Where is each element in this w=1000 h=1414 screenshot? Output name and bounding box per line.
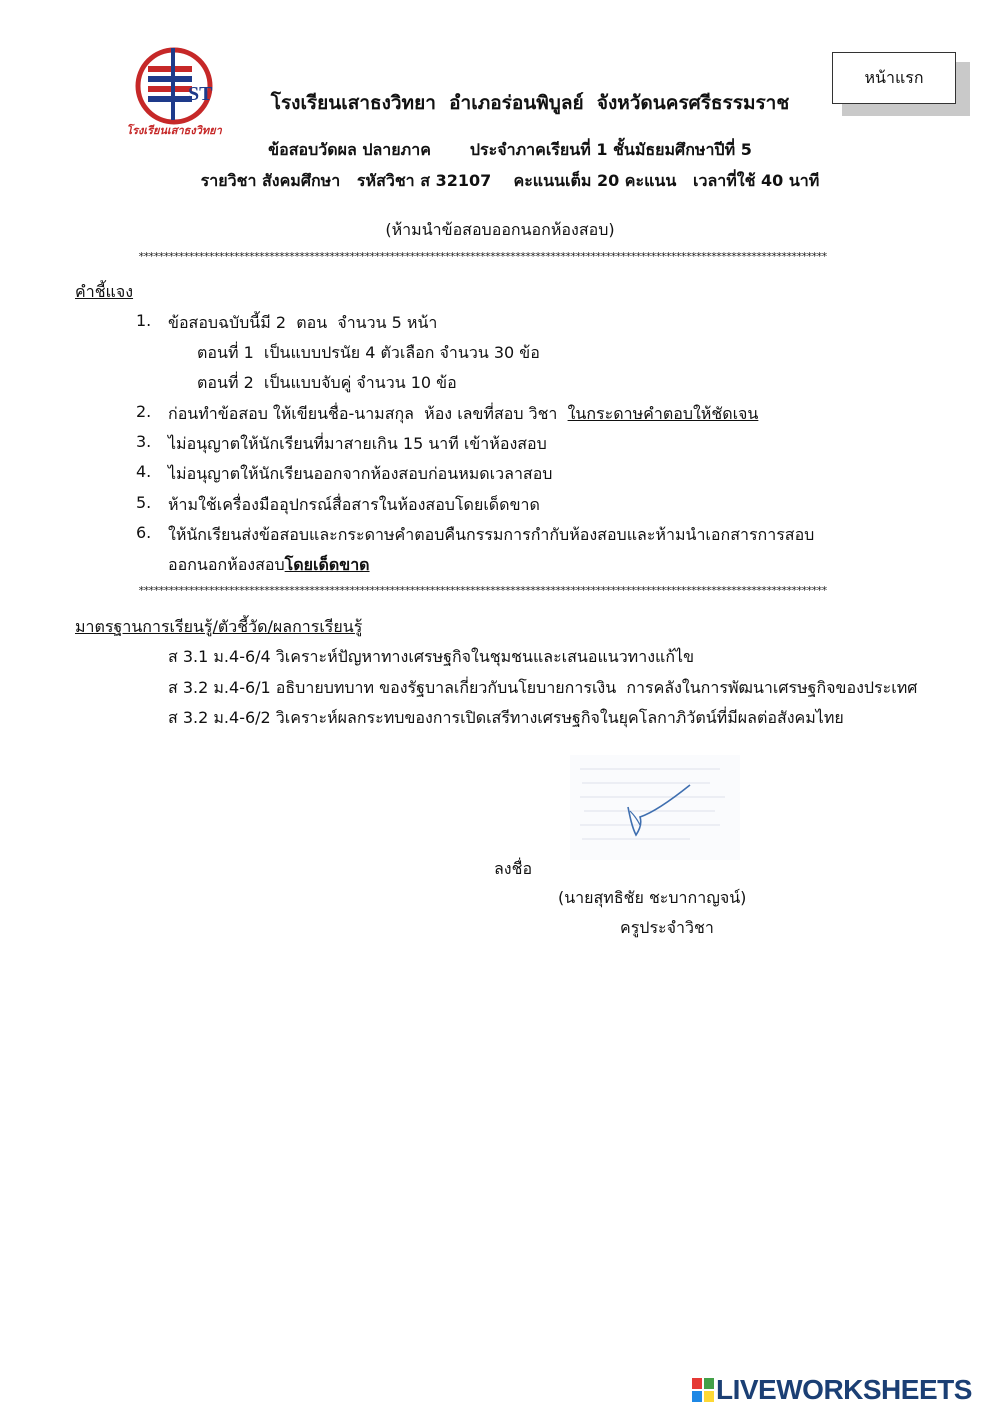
- instruction-text: ออกนอกห้องสอบ: [168, 555, 285, 574]
- liveworksheets-logo-icon: [692, 1378, 714, 1402]
- teacher-name: (นายสุทธิชัย ชะบากาญจน์): [558, 888, 747, 907]
- teacher-role: ครูประจำวิชา: [620, 918, 714, 937]
- instruction-item: ให้นักเรียนส่งข้อสอบและกระดาษคำตอบคืนกรรมการกำกับห้องสอบและห้ามนำเอกสารการสอบ: [168, 525, 815, 544]
- standard-item: ส 3.2 ม.4-6/1 อธิบายบทบาท ของรัฐบาลเกี่ยวกับนโยบายการเงิน การคลังในการพัฒนาเศรษฐกิจของประเทศ: [168, 678, 918, 697]
- page-tag: หน้าแรก: [832, 52, 956, 104]
- instruction-item: ข้อสอบฉบับนี้มี 2 ตอน จำนวน 5 หน้า: [168, 313, 438, 332]
- logo-initials: ST: [188, 83, 213, 105]
- instruction-num: 1.: [136, 311, 152, 330]
- school-name: โรงเรียนเสาธงวิทยา อำเภอร่อนพิบูลย์ จังหวัดนครศรีธรรมราช: [270, 92, 790, 114]
- instruction-num: 5.: [136, 493, 152, 512]
- instruction-num: 6.: [136, 523, 152, 542]
- instruction-item: ไม่อนุญาตให้นักเรียนออกจากห้องสอบก่อนหมดเวลาสอบ: [168, 464, 553, 483]
- signature-label: ลงชื่อ: [494, 859, 533, 878]
- instruction-item: ห้ามใช้เครื่องมืออุปกรณ์สื่อสารในห้องสอบโดยเด็ดขาด: [168, 495, 540, 514]
- instruction-item: [168, 402, 758, 427]
- instruction-sub-item: ตอนที่ 1 เป็นแบบปรนัย 4 ตัวเลือก จำนวน 30 ข้อ: [197, 343, 540, 362]
- brand-name: LIVEWORKSHEETS: [716, 1374, 972, 1405]
- instructions-title: คำชี้แจง: [75, 282, 134, 301]
- instruction-num: 2.: [136, 402, 152, 421]
- instruction-item-continued: [168, 553, 370, 578]
- separator-top: *****************************************************************************************************************************************: [138, 250, 827, 263]
- instruction-text: ก่อนทำข้อสอบ ให้เขียนชื่อ-นามสกุล ห้อง เลขที่สอบ วิชา: [168, 404, 568, 423]
- standard-item: ส 3.2 ม.4-6/2 วิเคราะห์ผลกระทบของการเปิดเสรีทางเศรษฐกิจในยุคโลกาภิวัตน์ที่มีผลต่อสังคมไทย: [168, 708, 844, 727]
- instruction-bold-text: โดยเด็ดขาด: [284, 555, 370, 574]
- subject-info: รายวิชา สังคมศึกษา รหัสวิชา ส 32107 คะแนนเต็ม 20 คะแนน เวลาที่ใช้ 40 นาที: [200, 171, 820, 190]
- instruction-num: 3.: [136, 432, 152, 451]
- instruction-sub-item: ตอนที่ 2 เป็นแบบจับคู่ จำนวน 10 ข้อ: [197, 373, 457, 392]
- standard-item: ส 3.1 ม.4-6/4 วิเคราะห์ปัญหาทางเศรษฐกิจในชุมชนและเสนอแนวทางแก้ไข: [168, 647, 695, 666]
- signature-image: [570, 755, 740, 860]
- liveworksheets-brand: [692, 1372, 972, 1408]
- exam-info: ข้อสอบวัดผล ปลายภาค ประจำภาคเรียนที่ 1 ชั้นมัธยมศึกษาปีที่ 5: [268, 140, 752, 159]
- instruction-num: 4.: [136, 462, 152, 481]
- instruction-item: ไม่อนุญาตให้นักเรียนที่มาสายเกิน 15 นาที เข้าห้องสอบ: [168, 434, 547, 453]
- instruction-underlined-text: ในกระดาษคำตอบให้ชัดเจน: [567, 404, 759, 423]
- separator-bottom: *****************************************************************************************************************************************: [138, 584, 827, 597]
- exam-note: (ห้ามนำข้อสอบออกนอกห้องสอบ): [385, 220, 615, 239]
- standards-title: มาตรฐานการเรียนรู้/ตัวชี้วัด/ผลการเรียนรู้: [75, 617, 363, 636]
- logo-text: โรงเรียนเสาธงวิทยา: [126, 124, 222, 137]
